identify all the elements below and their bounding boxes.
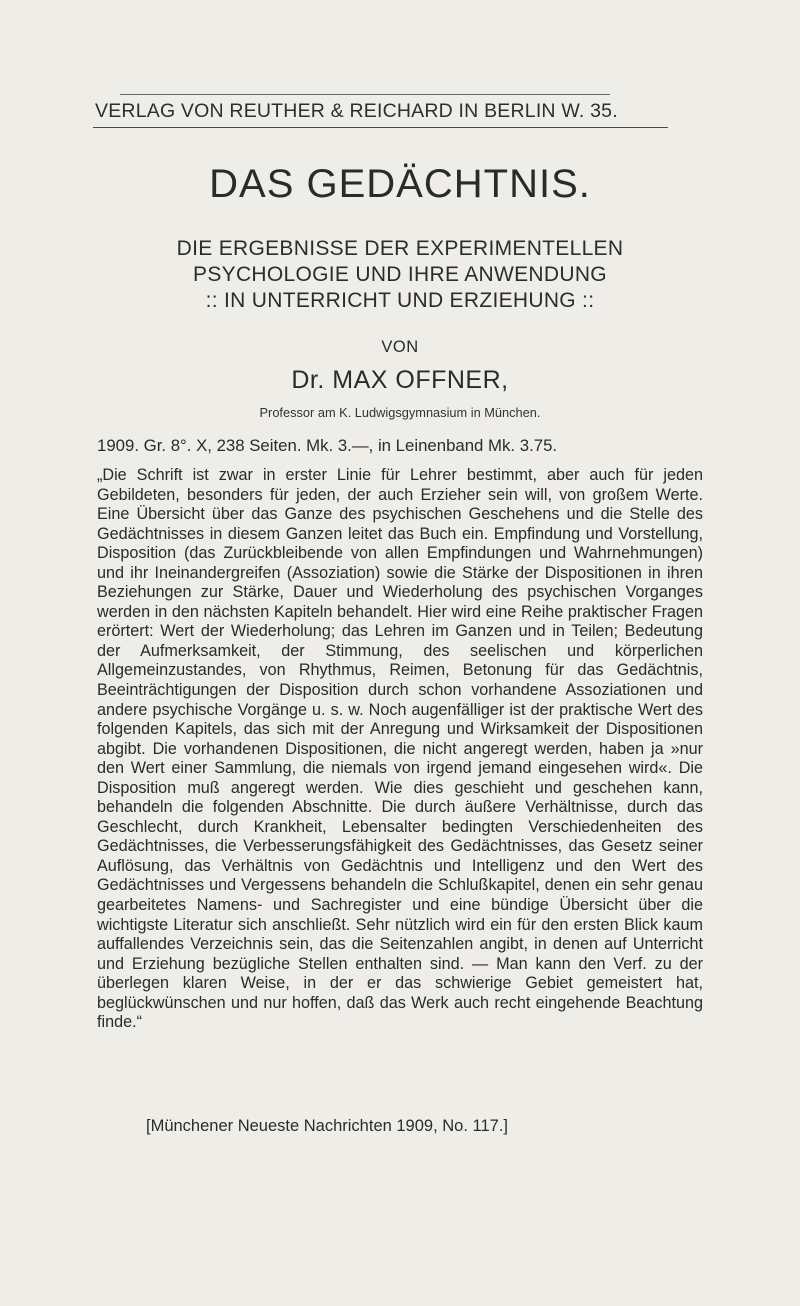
subtitle-line: PSYCHOLOGIE UND IHRE ANWENDUNG xyxy=(193,263,607,286)
subtitle-line: :: IN UNTERRICHT UND ERZIEHUNG :: xyxy=(205,289,595,312)
publisher-line: VERLAG VON REUTHER & REICHARD IN BERLIN W. 35. xyxy=(95,100,618,122)
author-affiliation: Professor am K. Ludwigsgymnasium in München. xyxy=(259,405,541,420)
review-text: „Die Schrift ist zwar in erster Linie für Lehrer bestimmt, aber auch für jeden Gebildeten, besonders für jeden, der auch Erzieher sein will, von großem Werte. Eine Übersicht über das Ganze des psychischen Geschehens und die Stelle des Gedächtnisses in diesem Ganzen leitet das Buch ein. Empfindung und Vorstellung, Disposition (das Zurückbleibende von allen Empfindungen und Wahrnehmungen) und ihr Ineinandergreifen (Assoziation) sowie die Stärke der Dispositionen in ihren Beziehungen zur Stärke, Dauer und Wiederholung des psychischen Vorganges werden in den nächsten Kapiteln behandelt. Hier wird eine Reihe praktischer Fragen erörtert: Wert der Wiederholung; das Lehren im Ganzen und in Teilen; Bedeutung der Aufmerksamkeit, der Stimmung, des seelischen und körperlichen Allgemeinzustandes, von Rhythmus, Reimen, Betonung für das Gedächtnis, Beeinträchtigungen der Disposition durch schon vorhandene Assoziationen und andere psychische Vorgänge u. s. w. Noch augenfälliger ist der praktische Wert des folgenden Kapitels, das sich mit der Anregung und Wirksamkeit der Dispositionen abgibt. Die vorhandenen Dispositionen, die nicht angeregt werden, haben ja »nur den Wert einer Sammlung, die niemals von irgend jemand eingesehen wird«. Die Disposition muß angeregt werden. Wie dies geschieht und geschehen kann, behandeln die folgenden Abschnitte. Die durch äußere Verhältnisse, durch das Geschlecht, durch Krankheit, Lebensalter bedingten Verschiedenheiten des Gedächtnisses, die Verbesserungsfähigkeit des Gedächtnisses, das Gesetz seiner Auflösung, das Verhältnis von Gedächtnis und Intelligenz und den Wert des Gedächtnisses und Vergessens behandeln die Schlußkapitel, denen ein sehr genau gearbeitetes Namens- und Sachregister und eine bündige Übersicht über die wichtigste Literatur sich anschließt. Sehr nützlich wird ein für den ersten Blick kaum auffallendes Verzeichnis sein, das die Seitenzahlen angibt, in denen auf Unterricht und Erziehung bezügliche Stellen enthalten sind. — Man kann den Verf. zu der überlegen klaren Weise, in der er das schwierige Gebiet gemeistert hat, beglückwünschen und nur hoffen, daß das Werk auch recht eingehende Beachtung finde.“ xyxy=(97,466,703,1032)
header-top-rule xyxy=(120,94,610,95)
subtitle-line: DIE ERGEBNISSE DER EXPERIMENTELLEN xyxy=(176,237,624,260)
book-title: DAS GEDÄCHTNIS. xyxy=(209,162,591,206)
header-bottom-rule xyxy=(93,127,668,128)
bibliographic-info: 1909. Gr. 8°. X, 238 Seiten. Mk. 3.—, in Leinenband Mk. 3.75. xyxy=(97,436,558,455)
author-name: Dr. MAX OFFNER, xyxy=(291,366,509,394)
by-label: VON xyxy=(381,338,419,356)
review-source: [Münchener Neueste Nachrichten 1909, No. 117.] xyxy=(146,1117,508,1135)
book-subtitle xyxy=(0,236,800,314)
